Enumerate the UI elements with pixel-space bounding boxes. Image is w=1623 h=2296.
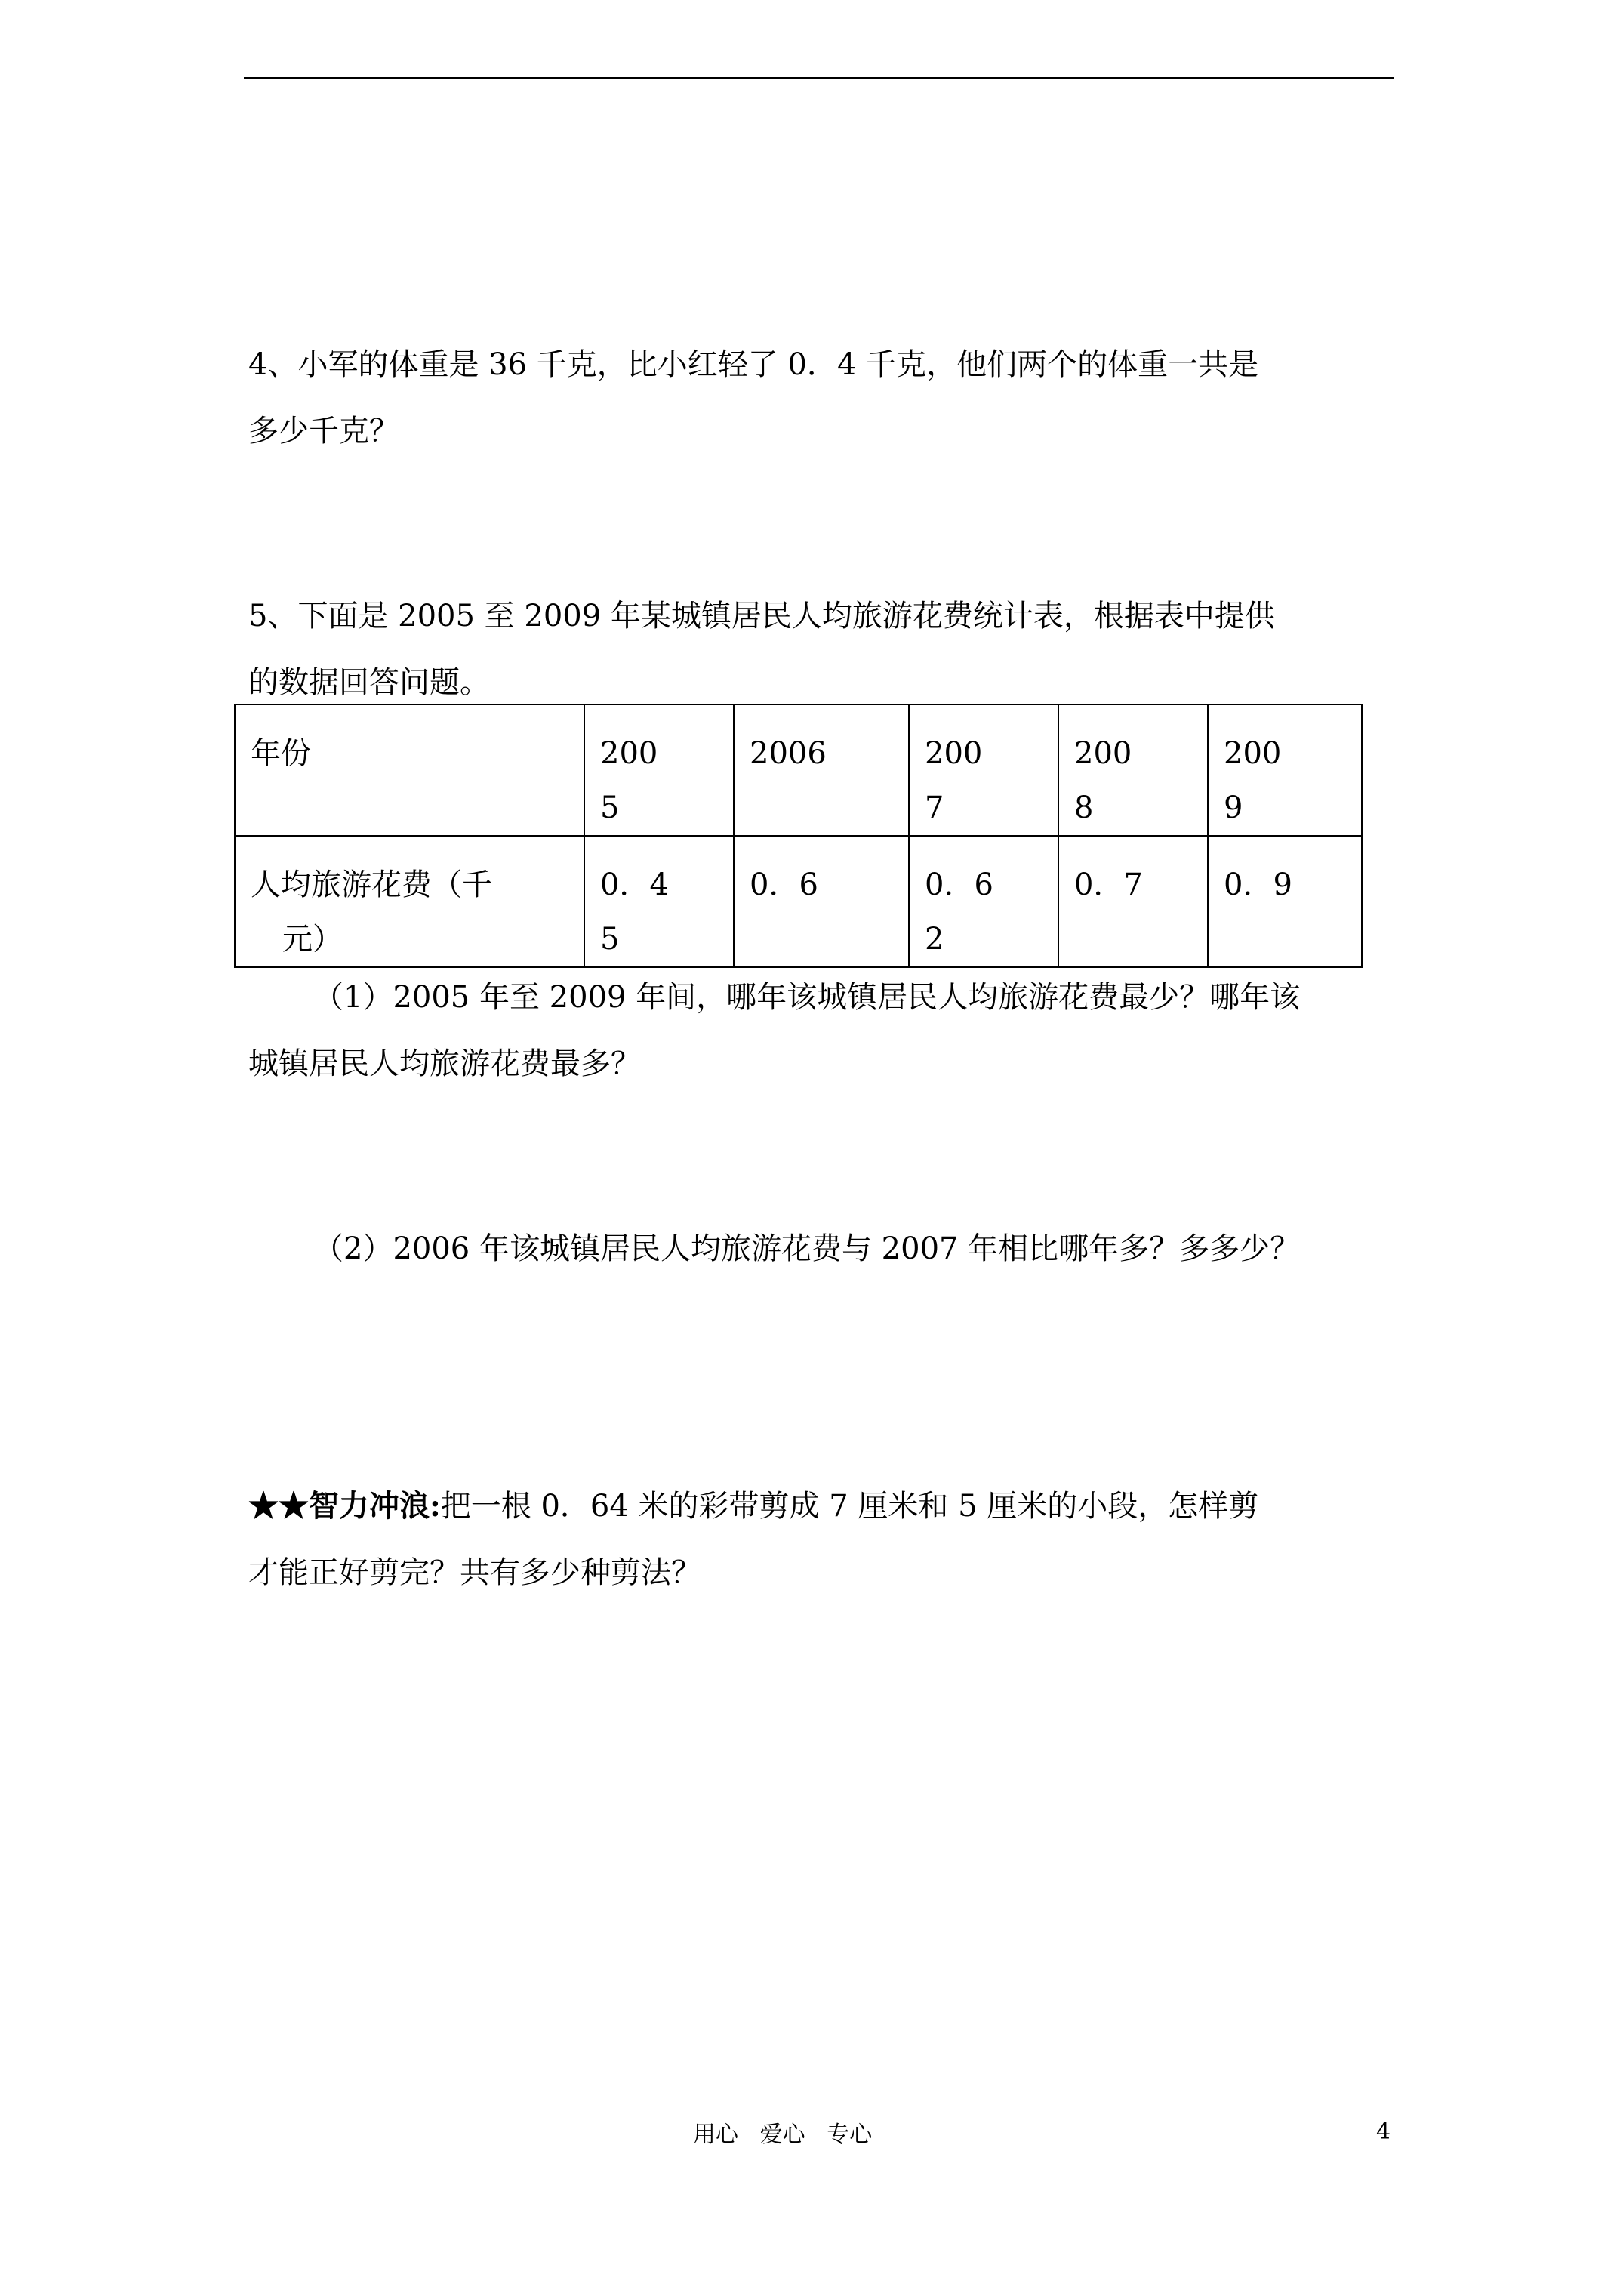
challenge-line-1 — [248, 1490, 1388, 1522]
sub-question-2-line-1: （2）2006 年该城镇居民人均旅游花费与 2007 年相比哪年多？多多少？ — [313, 1231, 1301, 1266]
table-year-cell: 200 5 — [584, 704, 734, 836]
table-value-cell: 0．9 — [1208, 836, 1362, 967]
header-rule — [244, 77, 1394, 79]
challenge-question — [248, 1490, 1388, 1589]
question-4-line-2: 多少千克？ — [248, 414, 399, 448]
question-4-line-1: 4、小军的体重是 36 千克，比小红轻了 0．4 千克，他们两个的体重一共是 — [248, 347, 1259, 382]
table-row-label: 人均旅游花费（千 元） — [235, 836, 584, 967]
table-year-cell: 200 7 — [909, 704, 1058, 836]
footer-motto: 用心 爱心 专心 — [693, 2122, 873, 2148]
travel-expense-table — [234, 704, 1363, 968]
sub-question-1 — [248, 982, 1388, 1080]
page-number: 4 — [1376, 2119, 1391, 2145]
table-value-cell: 0．6 2 — [909, 836, 1058, 967]
sub-question-1-line-2: 城镇居民人均旅游花费最多？ — [248, 1046, 641, 1081]
table-row-years — [235, 704, 1362, 836]
question-5-line-1: 5、下面是 2005 至 2009 年某城镇居民人均旅游花费统计表，根据表中提供 — [248, 599, 1275, 633]
table-value-cell: 0．7 — [1058, 836, 1208, 967]
question-4 — [248, 349, 1388, 447]
question-5-line-2: 的数据回答问题。 — [248, 665, 490, 700]
challenge-line-2: 才能正好剪完？共有多少种剪法？ — [248, 1555, 701, 1590]
sub-question-1-line-1: （1）2005 年至 2009 年间，哪年该城镇居民人均旅游花费最少？哪年该 — [313, 980, 1301, 1015]
table-header-label: 年份 — [235, 704, 584, 836]
table-year-cell: 200 8 — [1058, 704, 1208, 836]
table-value-cell: 0．6 — [734, 836, 909, 967]
table-year-cell: 200 9 — [1208, 704, 1362, 836]
challenge-text: 把一根 0．64 米的彩带剪成 7 厘米和 5 厘米的小段，怎样剪 — [440, 1489, 1259, 1524]
challenge-title: ★★智力冲浪: — [248, 1488, 441, 1524]
sub-question-2 — [248, 1233, 1388, 1265]
table-row-values — [235, 836, 1362, 967]
question-5 — [248, 600, 1388, 698]
table-value-cell: 0．4 5 — [584, 836, 734, 967]
table-year-cell: 2006 — [734, 704, 909, 836]
